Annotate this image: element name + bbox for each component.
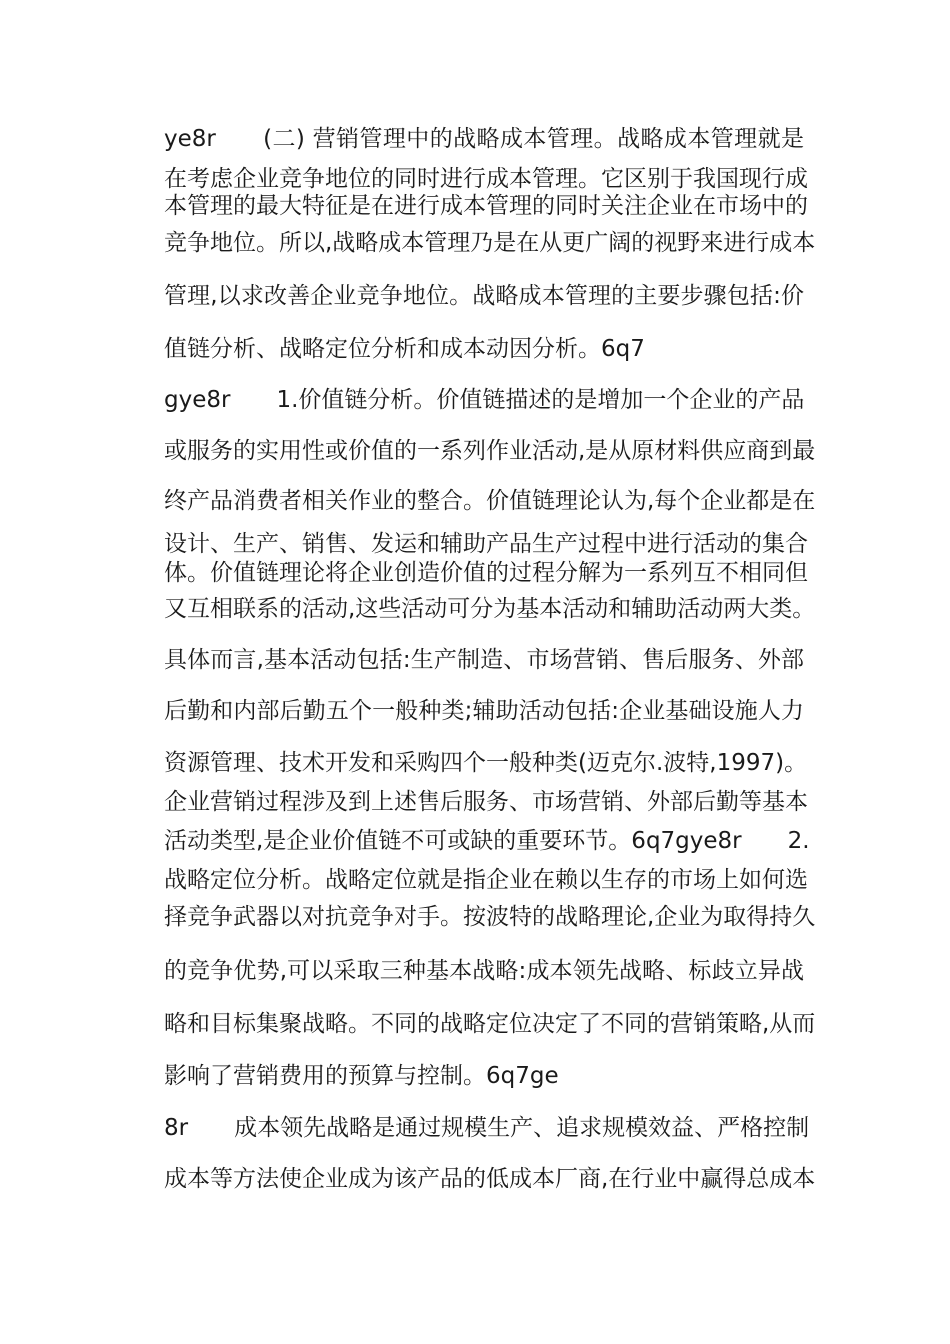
text-line: 资源管理、技术开发和采购四个一般种类(迈克尔.波特,1997)。 [164, 750, 808, 776]
text-line: 的竞争优势,可以采取三种基本战略:成本领先战略、标歧立异战 [164, 958, 804, 984]
text-line: 又互相联系的活动,这些活动可分为基本活动和辅助活动两大类。 [164, 596, 816, 622]
text-line: 后勤和内部后勤五个一般种类;辅助活动包括:企业基础设施人力 [164, 698, 804, 724]
text-line: 战略定位分析。战略定位就是指企业在赖以生存的市场上如何选 [164, 867, 808, 893]
text-line: 成本等方法使企业成为该产品的低成本厂商,在行业中赢得总成本 [164, 1166, 816, 1192]
text-line: 值链分析、战略定位分析和成本动因分析。6q7 [164, 336, 645, 362]
text-line: 在考虑企业竞争地位的同时进行成本管理。它区别于我国现行成 [164, 166, 808, 192]
text-line: 企业营销过程涉及到上述售后服务、市场营销、外部后勤等基本 [164, 789, 808, 815]
text-line: 略和目标集聚战略。不同的战略定位决定了不同的营销策略,从而 [164, 1011, 816, 1037]
text-line: gye8r 1.价值链分析。价值链描述的是增加一个企业的产品 [164, 387, 805, 413]
text-line: 择竞争武器以对抗竞争对手。按波特的战略理论,企业为取得持久 [164, 904, 816, 930]
text-line: 影响了营销费用的预算与控制。6q7ge [164, 1063, 559, 1089]
text-line: 设计、生产、销售、发运和辅助产品生产过程中进行活动的集合 [164, 531, 808, 557]
text-line: 活动类型,是企业价值链不可或缺的重要环节。6q7gye8r 2. [164, 828, 810, 854]
text-line: 具体而言,基本活动包括:生产制造、市场营销、售后服务、外部 [164, 647, 804, 673]
text-line: 8r 成本领先战略是通过规模生产、追求规模效益、严格控制 [164, 1115, 810, 1141]
text-line: 竞争地位。所以,战略成本管理乃是在从更广阔的视野来进行成本 [164, 230, 816, 256]
text-line: 体。价值链理论将企业创造价值的过程分解为一系列互不相同但 [164, 560, 808, 586]
text-line: 管理,以求改善企业竞争地位。战略成本管理的主要步骤包括:价 [164, 283, 804, 309]
text-line: 本管理的最大特征是在进行成本管理的同时关注企业在市场中的 [164, 193, 808, 219]
text-line: 或服务的实用性或价值的一系列作业活动,是从原材料供应商到最 [164, 438, 816, 464]
text-line: 终产品消费者相关作业的整合。价值链理论认为,每个企业都是在 [164, 488, 816, 514]
text-line: ye8r (二) 营销管理中的战略成本管理。战略成本管理就是 [164, 126, 804, 152]
